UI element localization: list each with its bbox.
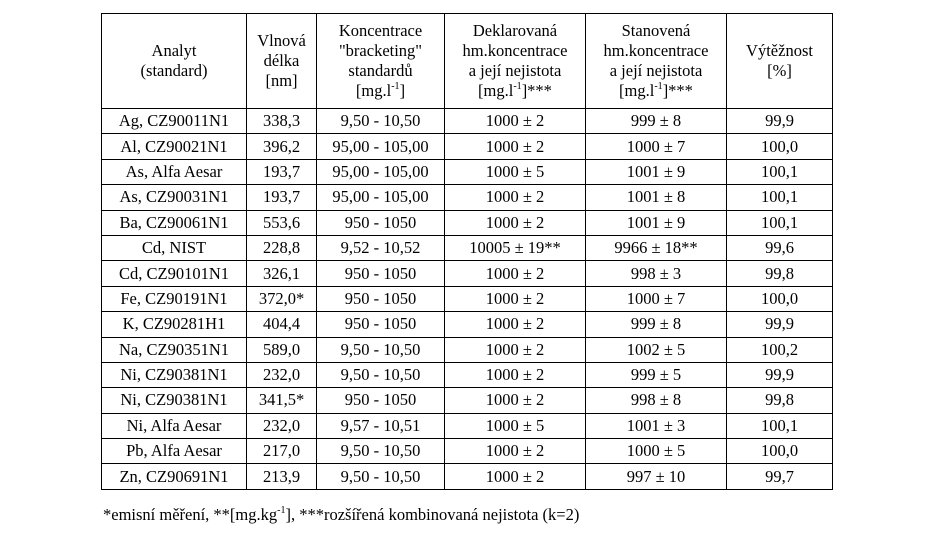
cell-declared-concentration: 1000 ± 2 bbox=[445, 185, 586, 210]
header-text: [nm] bbox=[265, 71, 298, 90]
cell-recovery: 100,0 bbox=[727, 439, 833, 464]
cell-analyte: Fe, CZ90191N1 bbox=[102, 286, 247, 311]
table-row bbox=[102, 464, 833, 489]
header-line bbox=[247, 31, 316, 51]
cell-declared-concentration: 1000 ± 2 bbox=[445, 109, 586, 134]
header-text: [mg.l bbox=[619, 81, 655, 100]
results-table bbox=[101, 13, 833, 490]
table-row bbox=[102, 286, 833, 311]
header-text: ] bbox=[399, 81, 406, 100]
header-row bbox=[102, 14, 833, 109]
cell-declared-concentration: 1000 ± 2 bbox=[445, 134, 586, 159]
cell-bracketing-concentration: 95,00 - 105,00 bbox=[317, 185, 445, 210]
table-row bbox=[102, 185, 833, 210]
header-text: [%] bbox=[767, 61, 792, 80]
header-text: ]*** bbox=[662, 81, 693, 100]
cell-determined-concentration: 1000 ± 5 bbox=[586, 439, 727, 464]
cell-bracketing-concentration: 9,50 - 10,50 bbox=[317, 464, 445, 489]
cell-declared-concentration: 1000 ± 2 bbox=[445, 362, 586, 387]
cell-analyte: Na, CZ90351N1 bbox=[102, 337, 247, 362]
cell-determined-concentration: 998 ± 3 bbox=[586, 261, 727, 286]
header-line bbox=[586, 81, 726, 101]
cell-recovery: 100,1 bbox=[727, 413, 833, 438]
table-footnote bbox=[103, 505, 579, 525]
header-text: Stanovená bbox=[621, 21, 691, 40]
cell-recovery: 100,1 bbox=[727, 159, 833, 184]
footnote-text-2: ], ***rozšířená kombinovaná nejistota (k=2) bbox=[285, 505, 580, 524]
header-text: hm.koncentrace bbox=[462, 41, 568, 60]
cell-declared-concentration: 1000 ± 2 bbox=[445, 388, 586, 413]
cell-bracketing-concentration: 950 - 1050 bbox=[317, 388, 445, 413]
cell-wavelength: 372,0* bbox=[247, 286, 317, 311]
cell-recovery: 100,1 bbox=[727, 185, 833, 210]
cell-analyte: Pb, Alfa Aesar bbox=[102, 439, 247, 464]
cell-determined-concentration: 997 ± 10 bbox=[586, 464, 727, 489]
cell-recovery: 100,0 bbox=[727, 134, 833, 159]
cell-determined-concentration: 999 ± 5 bbox=[586, 362, 727, 387]
cell-declared-concentration: 1000 ± 5 bbox=[445, 413, 586, 438]
cell-bracketing-concentration: 9,50 - 10,50 bbox=[317, 109, 445, 134]
header-line bbox=[317, 41, 444, 61]
cell-declared-concentration: 10005 ± 19** bbox=[445, 235, 586, 260]
cell-bracketing-concentration: 950 - 1050 bbox=[317, 261, 445, 286]
header-text: a její nejistota bbox=[609, 61, 703, 80]
table-row bbox=[102, 134, 833, 159]
cell-bracketing-concentration: 950 - 1050 bbox=[317, 286, 445, 311]
header-text: Vlnová bbox=[257, 31, 306, 50]
header-line bbox=[102, 61, 246, 81]
header-text: [mg.l bbox=[355, 81, 392, 100]
table-header bbox=[102, 14, 833, 109]
cell-determined-concentration: 999 ± 8 bbox=[586, 109, 727, 134]
cell-bracketing-concentration: 9,50 - 10,50 bbox=[317, 337, 445, 362]
header-superscript: -1 bbox=[654, 81, 663, 92]
header-text: [mg.l bbox=[478, 81, 514, 100]
header-text: hm.koncentrace bbox=[603, 41, 709, 60]
cell-analyte: Ni, Alfa Aesar bbox=[102, 413, 247, 438]
header-superscript: -1 bbox=[391, 81, 400, 92]
cell-determined-concentration: 998 ± 8 bbox=[586, 388, 727, 413]
cell-declared-concentration: 1000 ± 2 bbox=[445, 210, 586, 235]
table-body bbox=[102, 109, 833, 490]
table-row bbox=[102, 109, 833, 134]
cell-determined-concentration: 1001 ± 3 bbox=[586, 413, 727, 438]
header-text: délka bbox=[263, 51, 300, 70]
cell-recovery: 100,2 bbox=[727, 337, 833, 362]
cell-bracketing-concentration: 95,00 - 105,00 bbox=[317, 134, 445, 159]
header-text: standardů bbox=[348, 61, 413, 80]
header-line bbox=[247, 51, 316, 71]
cell-recovery: 99,7 bbox=[727, 464, 833, 489]
cell-declared-concentration: 1000 ± 5 bbox=[445, 159, 586, 184]
cell-recovery: 99,9 bbox=[727, 362, 833, 387]
header-bracketing-concentration bbox=[317, 14, 445, 109]
table-row bbox=[102, 312, 833, 337]
header-line bbox=[445, 81, 585, 101]
header-text: Deklarovaná bbox=[472, 21, 558, 40]
header-line bbox=[317, 81, 444, 101]
header-determined-concentration bbox=[586, 14, 727, 109]
header-line bbox=[445, 41, 585, 61]
cell-declared-concentration: 1000 ± 2 bbox=[445, 286, 586, 311]
cell-analyte: K, CZ90281H1 bbox=[102, 312, 247, 337]
header-line bbox=[102, 41, 246, 61]
cell-declared-concentration: 1000 ± 2 bbox=[445, 312, 586, 337]
header-line bbox=[586, 61, 726, 81]
cell-wavelength: 553,6 bbox=[247, 210, 317, 235]
cell-determined-concentration: 999 ± 8 bbox=[586, 312, 727, 337]
cell-analyte: Al, CZ90021N1 bbox=[102, 134, 247, 159]
cell-analyte: Ba, CZ90061N1 bbox=[102, 210, 247, 235]
header-line bbox=[586, 21, 726, 41]
cell-determined-concentration: 1000 ± 7 bbox=[586, 134, 727, 159]
footnote-text-1: *emisní měření, **[mg.kg bbox=[103, 505, 278, 524]
header-line bbox=[445, 61, 585, 81]
cell-bracketing-concentration: 950 - 1050 bbox=[317, 210, 445, 235]
cell-bracketing-concentration: 950 - 1050 bbox=[317, 312, 445, 337]
cell-bracketing-concentration: 9,50 - 10,50 bbox=[317, 362, 445, 387]
cell-wavelength: 338,3 bbox=[247, 109, 317, 134]
cell-bracketing-concentration: 9,57 - 10,51 bbox=[317, 413, 445, 438]
header-line bbox=[727, 61, 832, 81]
cell-analyte: Cd, CZ90101N1 bbox=[102, 261, 247, 286]
header-line bbox=[445, 21, 585, 41]
cell-wavelength: 193,7 bbox=[247, 185, 317, 210]
cell-recovery: 99,9 bbox=[727, 109, 833, 134]
cell-declared-concentration: 1000 ± 2 bbox=[445, 439, 586, 464]
cell-analyte: As, CZ90031N1 bbox=[102, 185, 247, 210]
cell-wavelength: 228,8 bbox=[247, 235, 317, 260]
table-row bbox=[102, 159, 833, 184]
header-recovery bbox=[727, 14, 833, 109]
cell-bracketing-concentration: 9,52 - 10,52 bbox=[317, 235, 445, 260]
cell-recovery: 100,1 bbox=[727, 210, 833, 235]
header-wavelength bbox=[247, 14, 317, 109]
cell-recovery: 99,6 bbox=[727, 235, 833, 260]
header-text: Analyt bbox=[151, 41, 197, 60]
footnote-superscript: -1 bbox=[277, 505, 286, 516]
cell-wavelength: 217,0 bbox=[247, 439, 317, 464]
cell-analyte: As, Alfa Aesar bbox=[102, 159, 247, 184]
header-text: a její nejistota bbox=[468, 61, 562, 80]
cell-recovery: 99,9 bbox=[727, 312, 833, 337]
cell-determined-concentration: 1002 ± 5 bbox=[586, 337, 727, 362]
header-line bbox=[317, 61, 444, 81]
cell-wavelength: 213,9 bbox=[247, 464, 317, 489]
cell-determined-concentration: 1000 ± 7 bbox=[586, 286, 727, 311]
cell-analyte: Cd, NIST bbox=[102, 235, 247, 260]
cell-wavelength: 193,7 bbox=[247, 159, 317, 184]
cell-recovery: 100,0 bbox=[727, 286, 833, 311]
cell-determined-concentration: 1001 ± 8 bbox=[586, 185, 727, 210]
table-row bbox=[102, 235, 833, 260]
cell-recovery: 99,8 bbox=[727, 261, 833, 286]
header-text: Koncentrace bbox=[338, 21, 423, 40]
cell-wavelength: 326,1 bbox=[247, 261, 317, 286]
cell-wavelength: 232,0 bbox=[247, 413, 317, 438]
cell-analyte: Ag, CZ90011N1 bbox=[102, 109, 247, 134]
cell-analyte: Zn, CZ90691N1 bbox=[102, 464, 247, 489]
header-line bbox=[247, 71, 316, 91]
cell-determined-concentration: 1001 ± 9 bbox=[586, 210, 727, 235]
header-declared-concentration bbox=[445, 14, 586, 109]
cell-wavelength: 404,4 bbox=[247, 312, 317, 337]
cell-determined-concentration: 1001 ± 9 bbox=[586, 159, 727, 184]
cell-declared-concentration: 1000 ± 2 bbox=[445, 464, 586, 489]
header-line bbox=[727, 41, 832, 61]
cell-analyte: Ni, CZ90381N1 bbox=[102, 388, 247, 413]
header-text: ]*** bbox=[521, 81, 552, 100]
cell-wavelength: 341,5* bbox=[247, 388, 317, 413]
header-text: (standard) bbox=[140, 61, 208, 80]
header-text: "bracketing" bbox=[338, 41, 423, 60]
cell-analyte: Ni, CZ90381N1 bbox=[102, 362, 247, 387]
cell-wavelength: 589,0 bbox=[247, 337, 317, 362]
table-row bbox=[102, 413, 833, 438]
header-text: Výtěžnost bbox=[746, 41, 813, 60]
cell-recovery: 99,8 bbox=[727, 388, 833, 413]
cell-declared-concentration: 1000 ± 2 bbox=[445, 261, 586, 286]
cell-wavelength: 232,0 bbox=[247, 362, 317, 387]
table-row bbox=[102, 210, 833, 235]
cell-bracketing-concentration: 9,50 - 10,50 bbox=[317, 439, 445, 464]
cell-wavelength: 396,2 bbox=[247, 134, 317, 159]
table-row bbox=[102, 261, 833, 286]
table-row bbox=[102, 439, 833, 464]
table-row bbox=[102, 388, 833, 413]
cell-determined-concentration: 9966 ± 18** bbox=[586, 235, 727, 260]
cell-declared-concentration: 1000 ± 2 bbox=[445, 337, 586, 362]
table-row bbox=[102, 337, 833, 362]
table-row bbox=[102, 362, 833, 387]
header-line bbox=[317, 21, 444, 41]
cell-bracketing-concentration: 95,00 - 105,00 bbox=[317, 159, 445, 184]
header-analyte bbox=[102, 14, 247, 109]
header-superscript: -1 bbox=[513, 81, 522, 92]
header-line bbox=[586, 41, 726, 61]
